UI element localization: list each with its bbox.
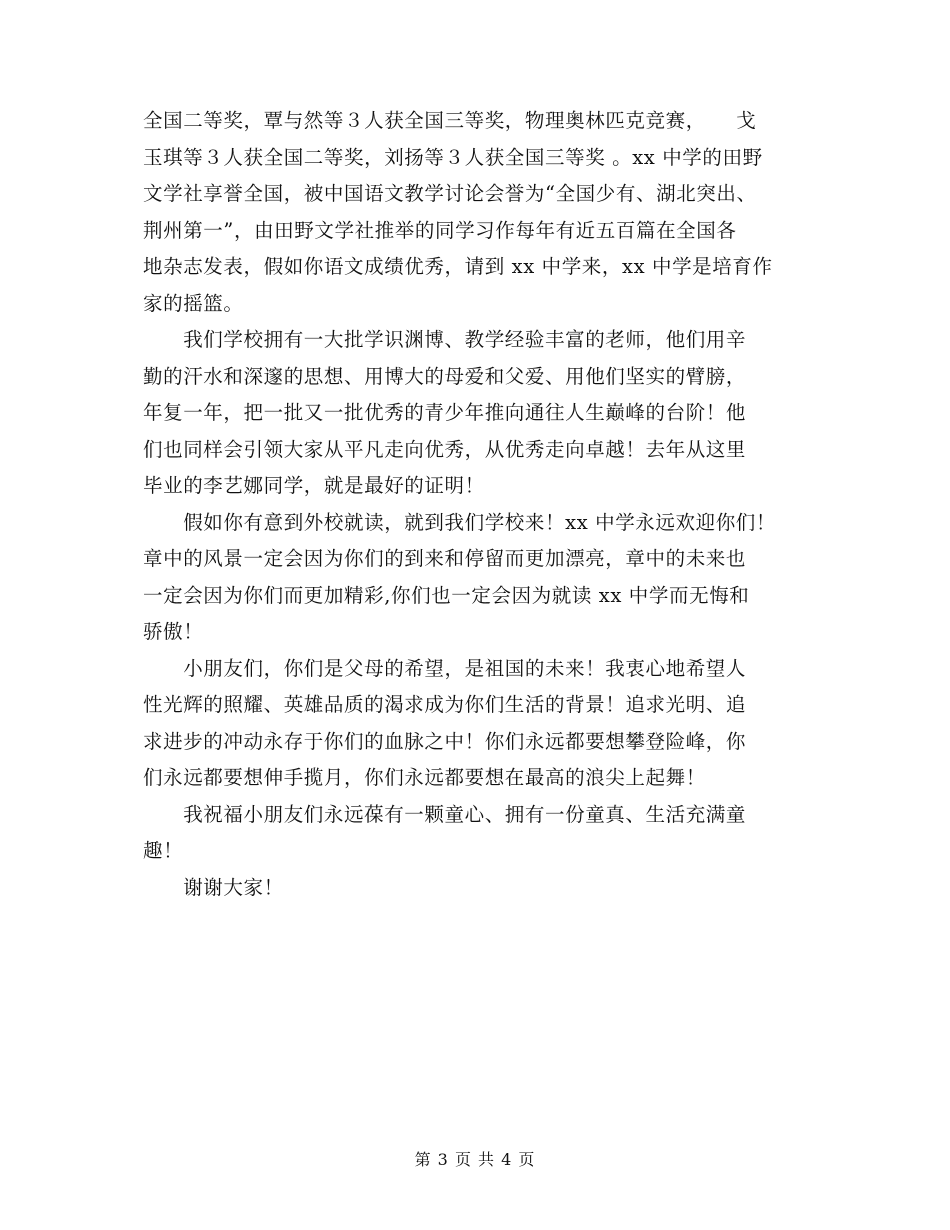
text-line: 文学社享誉全国，被中国语文教学讨论会誉为“全国少有、湖北突出、	[143, 182, 757, 205]
text-line: 地杂志发表，假如你语文成绩优秀，请到 xx 中学来，xx 中学是培育作	[143, 255, 773, 278]
body-text	[143, 103, 815, 906]
text-line: 荆州第一”，由田野文学社推举的同学习作每年有近五百篇在全国各	[143, 218, 737, 242]
text-line: 求进步的冲动永存于你们的血脉之中！你们永远都要想攀登险峰，你	[143, 729, 747, 753]
text-line: 全国二等奖，覃与然等３人获全国三等奖，物理奥林匹克竞赛， 戈	[143, 109, 757, 132]
text-line: 小朋友们，你们是父母的希望，是祖国的未来！我衷心地希望人	[143, 656, 747, 680]
text-line: 谢谢大家！	[143, 875, 284, 899]
text-line: 玉琪等３人获全国二等奖，刘扬等３人获全国三等奖 。xx 中学的田野	[143, 145, 763, 169]
text-line: 年复一年，把一批又一批优秀的青少年推向通往人生巅峰的台阶！他	[143, 401, 747, 424]
page-number-footer: 第 3 页 共 4 页	[414, 1150, 536, 1169]
text-line: 勤的汗水和深邃的思想、用博大的母爱和父爱、用他们坚实的臂膀，	[143, 364, 747, 388]
text-line: 们永远都要想伸手揽月，你们永远都要想在最高的浪尖上起舞！	[143, 766, 706, 789]
text-line: 一定会因为你们而更加精彩,你们也一定会因为就读 xx 中学而无悔和	[143, 583, 750, 607]
text-line: 我们学校拥有一大批学识渊博、教学经验丰富的老师，他们用辛	[143, 328, 747, 351]
text-line: 我祝福小朋友们永远葆有一颗童心、拥有一份童真、生活充满童	[143, 802, 747, 826]
text-line: 假如你有意到外校就读，就到我们学校来！xx 中学永远欢迎你们！	[143, 510, 776, 534]
text-line: 性光辉的照耀、英雄品质的渴求成为你们生活的背景！追求光明、追	[143, 693, 747, 716]
text-line: 们也同样会引领大家从平凡走向优秀，从优秀走向卓越！去年从这里	[143, 437, 747, 461]
text-line: 骄傲！	[143, 620, 204, 643]
text-line: 趣！	[143, 839, 184, 862]
text-line: 毕业的李艺娜同学，就是最好的证明！	[143, 474, 485, 497]
text-line: 章中的风景一定会因为你们的到来和停留而更加漂亮，章中的未来也	[143, 547, 747, 570]
text-line: 家的摇篮。	[143, 291, 244, 315]
